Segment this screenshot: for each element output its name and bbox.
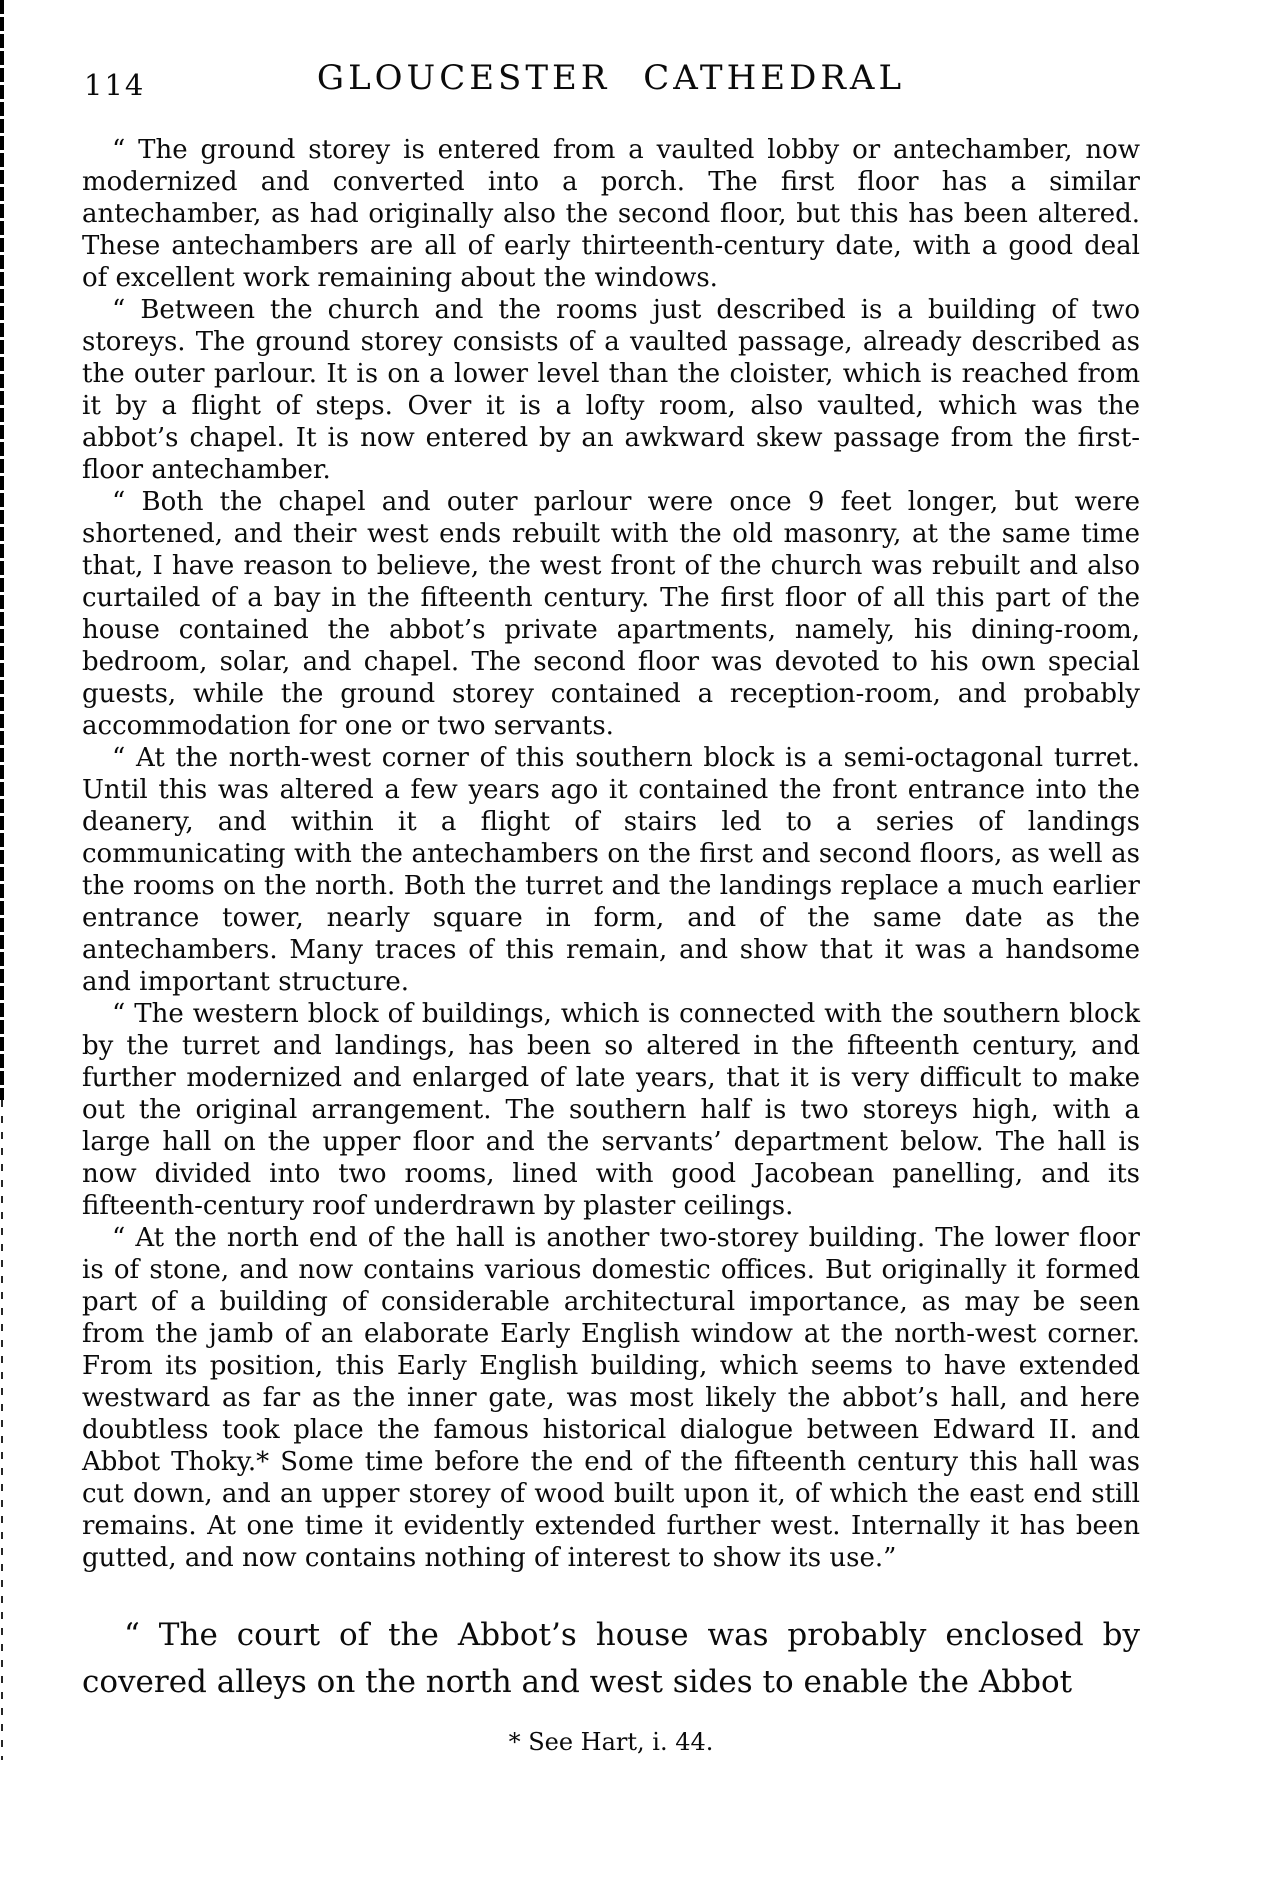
body-paragraph-3: “ Both the chapel and outer parlour were once 9 feet longer, but were shortened, and their west ends rebuilt with the old masonry, at the same time that, I have reason to believe, the west front of the church was rebuilt and also curtailed of a bay in the fifteenth century. The first floor of all this part of the house contained the abbot’s private apartments, namely, his dining-room, bedroom, solar, and chapel. The second floor was devoted to his own special guests, while the ground storey contained a reception-room, and probably accommodation for one or two servants. (82, 487, 1140, 741)
body-paragraph-6: “ At the north end of the hall is another two-storey building. The lower floor is of stone, and now contains various domestic offices. But originally it formed part of a building of considerable architectural importance, as may be seen from the jamb of an elaborate Early English window at the north-west corner. From its position, this Early English building, which seems to have extended westward as far as the inner gate, was most likely the abbot’s hall, and here doubtless took place the famous historical dialogue between Edward II. and Abbot Thoky.* Some time before the end of the fifteenth century this hall was cut down, and an upper storey of wood built upon it, of which the east end still remains. At one time it evidently extended further west. Internally it has been gutted, and now contains nothing of interest to show its use.” (82, 1223, 1140, 1573)
page-number: 114 (84, 68, 146, 102)
page-header (82, 58, 1140, 108)
footnote: * See Hart, i. 44. (508, 1728, 714, 1756)
page-body (82, 134, 1140, 1758)
running-title: GLOUCESTER CATHEDRAL (316, 58, 906, 98)
book-page (82, 58, 1140, 1758)
body-paragraph-1: “ The ground storey is entered from a vaulted lobby or antechamber, now modernized and converted into a porch. The first floor has a similar antechamber, as had originally also the second floor, but this has been altered. These antechambers are all of early thirteenth-century date, with a good deal of excellent work remaining about the windows. (82, 135, 1140, 293)
scan-edge-artifact (0, 0, 4, 1100)
body-paragraph-4: “ At the north-west corner of this southern block is a semi-octagonal turret. Until this was altered a few years ago it contained the front entrance into the deanery, and within it a flight of stairs led to a series of landings communicating with the antechambers on the first and second floors, as well as the rooms on the north. Both the turret and the landings replace a much earlier entrance tower, nearly square in form, and of the same date as the antechambers. Many traces of this remain, and show that it was a handsome and important structure. (82, 743, 1140, 997)
closing-paragraph: “ The court of the Abbot’s house was probably enclosed by covered alleys on the north and west sides to enable the Abbot (82, 1617, 1140, 1700)
body-paragraph-5: “ The western block of buildings, which is connected with the southern block by the turret and landings, has been so altered in the fifteenth century, and further modernized and enlarged of late years, that it is very difficult to make out the original arrangement. The southern half is two storeys high, with a large hall on the upper floor and the servants’ department below. The hall is now divided into two rooms, lined with good Jacobean panelling, and its fifteenth-century roof underdrawn by plaster ceilings. (82, 999, 1140, 1221)
scan-edge-artifact-lower (1, 1100, 3, 1760)
body-paragraph-2: “ Between the church and the rooms just described is a building of two storeys. The ground storey consists of a vaulted passage, already described as the outer parlour. It is on a lower level than the cloister, which is reached from it by a flight of steps. Over it is a lofty room, also vaulted, which was the abbot’s chapel. It is now entered by an awkward skew passage from the first-floor antechamber. (82, 295, 1140, 485)
